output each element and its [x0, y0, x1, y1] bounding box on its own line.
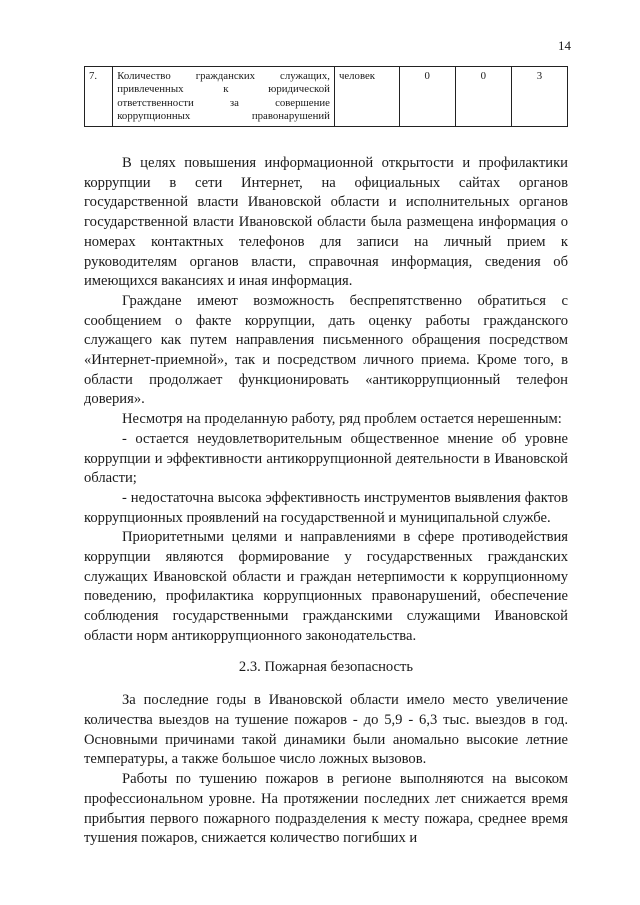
paragraph: Граждане имеют возможность беспрепятственно обратиться с сообщением о факте коррупции, дать оценку работы гражданского служащего как путем направления письменного обращения посредством «Интернет-приемной», так и посредством личного приема. Кроме того, в области продолжает функционировать «антикоррупционный телефон доверия».: [84, 292, 568, 408]
unit-cell: человек: [334, 67, 399, 127]
paragraph: За последние годы в Ивановской области имело место увеличение количества выездов на тушение пожаров - до 5,9 - 6,3 тыс. выездов в год. Основными причинами такой динамики были аномально высокие летние температуры, а также большое число ложных вызовов.: [84, 692, 568, 768]
paragraph: Несмотря на проделанную работу, ряд проблем остается нерешенным:: [122, 411, 562, 428]
list-item: - недостаточна высока эффективность инструментов выявления фактов коррупционных проявлений на государственной и муниципальной службе.: [84, 489, 568, 526]
value-cell-1: 0: [399, 67, 455, 127]
section-heading: 2.3. Пожарная безопасность: [238, 658, 414, 675]
value-cell-3: 3: [511, 67, 567, 127]
paragraph: Приоритетными целями и направлениями в сфере противодействия коррупции являются формирование у государственных гражданских служащих Ивановской области и граждан нетерпимости к коррупционному поведению, профилактика коррупционных правонарушений, обеспечение соблюдения государственными гражданскими служащими Ивановской области норм антикоррупционного законодательства.: [84, 529, 568, 644]
table-row: [85, 67, 568, 127]
value-cell-2: 0: [455, 67, 511, 127]
list-item: - остается неудовлетворительным общественное мнение об уровне коррупции и эффективности антикоррупционной деятельности в Ивановской области;: [84, 430, 568, 487]
indicator-name: Количество гражданских служащих, привлеченных к юридической ответственности за совершение коррупционных правонарушений: [113, 67, 335, 127]
document-body: [84, 154, 568, 849]
paragraph: Работы по тушению пожаров в регионе выполняются на высоком профессиональном уровне. На протяжении последних лет снижается время прибытия первого пожарного подразделения к месту пожара, среднее время тушения пожаров, снижается количество погибших и: [84, 771, 568, 847]
row-number: 7.: [85, 67, 113, 127]
paragraph: В целях повышения информационной открытости и профилактики коррупции в сети Интернет, на официальных сайтах органов государственной власти Ивановской области и исполнительных органов государственной власти Ивановской области была размещена информация о номерах контактных телефонов для записи на личный прием к руководителям органов власти, справочная информация, сведения об имеющихся вакансиях и иная информация.: [84, 155, 568, 290]
page-number: 14: [558, 38, 571, 53]
indicator-table: [84, 66, 568, 127]
